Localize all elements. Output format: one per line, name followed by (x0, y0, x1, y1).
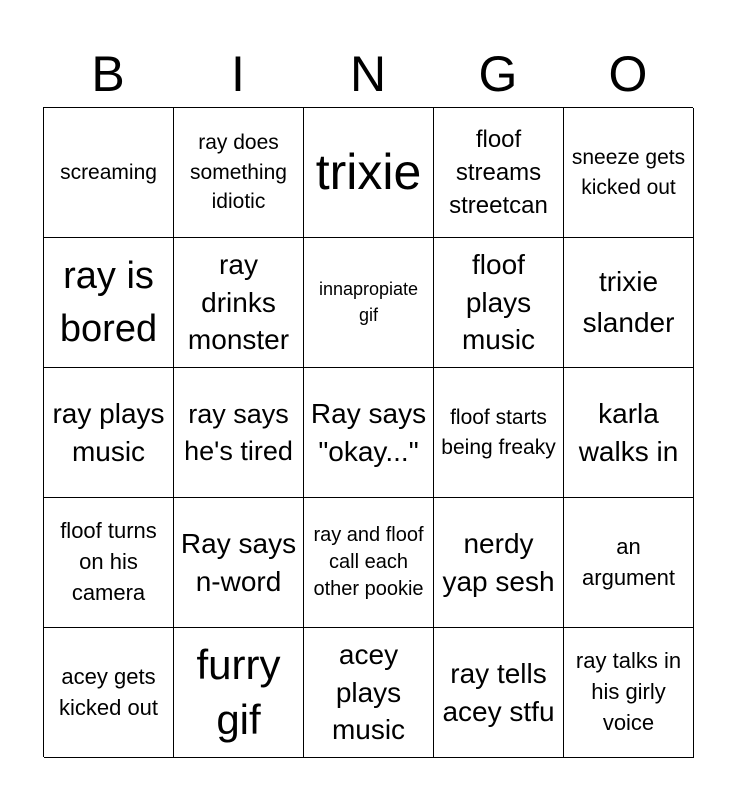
bingo-cell[interactable] (304, 108, 434, 238)
cell-text: trixie (315, 144, 422, 201)
bingo-cell[interactable] (304, 368, 434, 498)
cell-text: floof streams streetcan (449, 125, 548, 220)
header-letter-g: G (478, 46, 518, 102)
bingo-cell[interactable] (174, 628, 304, 758)
cell-text: ray talks in his girly voice (575, 648, 682, 735)
cell-text: ray does something idiotic (190, 131, 287, 214)
bingo-cell[interactable] (174, 368, 304, 498)
bingo-cell[interactable] (44, 368, 174, 498)
cell-text: ray plays music (52, 397, 165, 467)
bingo-cell[interactable] (44, 238, 174, 368)
cell-text: floof starts being freaky (441, 406, 556, 459)
bingo-cell[interactable] (434, 628, 564, 758)
cell-text: ray drinks monster (187, 248, 290, 356)
cell-text: karla walks in (578, 397, 679, 467)
bingo-cell[interactable] (44, 108, 174, 238)
bingo-cell[interactable] (564, 238, 694, 368)
bingo-cell[interactable] (564, 628, 694, 758)
bingo-cell[interactable] (564, 498, 694, 628)
bingo-cell[interactable] (174, 108, 304, 238)
bingo-cell[interactable] (44, 498, 174, 628)
bingo-cell[interactable] (44, 628, 174, 758)
header-letter-o: O (608, 46, 648, 102)
bingo-cell[interactable] (434, 498, 564, 628)
cell-text: nerdy yap sesh (442, 527, 555, 597)
bingo-header (43, 44, 693, 104)
cell-text: an argument (582, 533, 675, 590)
bingo-cell[interactable] (434, 368, 564, 498)
bingo-cell[interactable] (434, 238, 564, 368)
cell-text: Ray says "okay..." (310, 397, 427, 467)
bingo-cell[interactable] (564, 108, 694, 238)
cell-text: furry gif (196, 640, 281, 743)
cell-text: ray tells acey stfu (442, 657, 555, 727)
bingo-cell[interactable] (564, 368, 694, 498)
header-letter-n: N (349, 46, 387, 102)
header-letter-b: B (91, 46, 125, 102)
bingo-cell[interactable] (174, 238, 304, 368)
cell-text: ray says he's tired (184, 399, 293, 466)
bingo-cell[interactable] (304, 238, 434, 368)
bingo-cell[interactable] (304, 628, 434, 758)
cell-text: Ray says n-word (180, 527, 297, 597)
cell-text: floof turns on his camera (60, 518, 157, 605)
cell-text: sneeze gets kicked out (571, 146, 686, 199)
bingo-board (43, 107, 693, 757)
cell-text: screaming (60, 160, 157, 184)
bingo-cell[interactable] (174, 498, 304, 628)
cell-text: innapropiate gif (318, 279, 419, 325)
bingo-cell[interactable] (434, 108, 564, 238)
cell-text: floof plays music (461, 248, 536, 356)
cell-text: trixie slander (582, 265, 675, 338)
bingo-cell[interactable] (304, 498, 434, 628)
cell-text: acey gets kicked out (58, 663, 159, 720)
cell-text: acey plays music (331, 638, 406, 746)
cell-text: ray and floof call each other pookie (313, 524, 424, 600)
cell-text: ray is bored (59, 255, 158, 350)
header-letter-i: I (231, 46, 245, 102)
